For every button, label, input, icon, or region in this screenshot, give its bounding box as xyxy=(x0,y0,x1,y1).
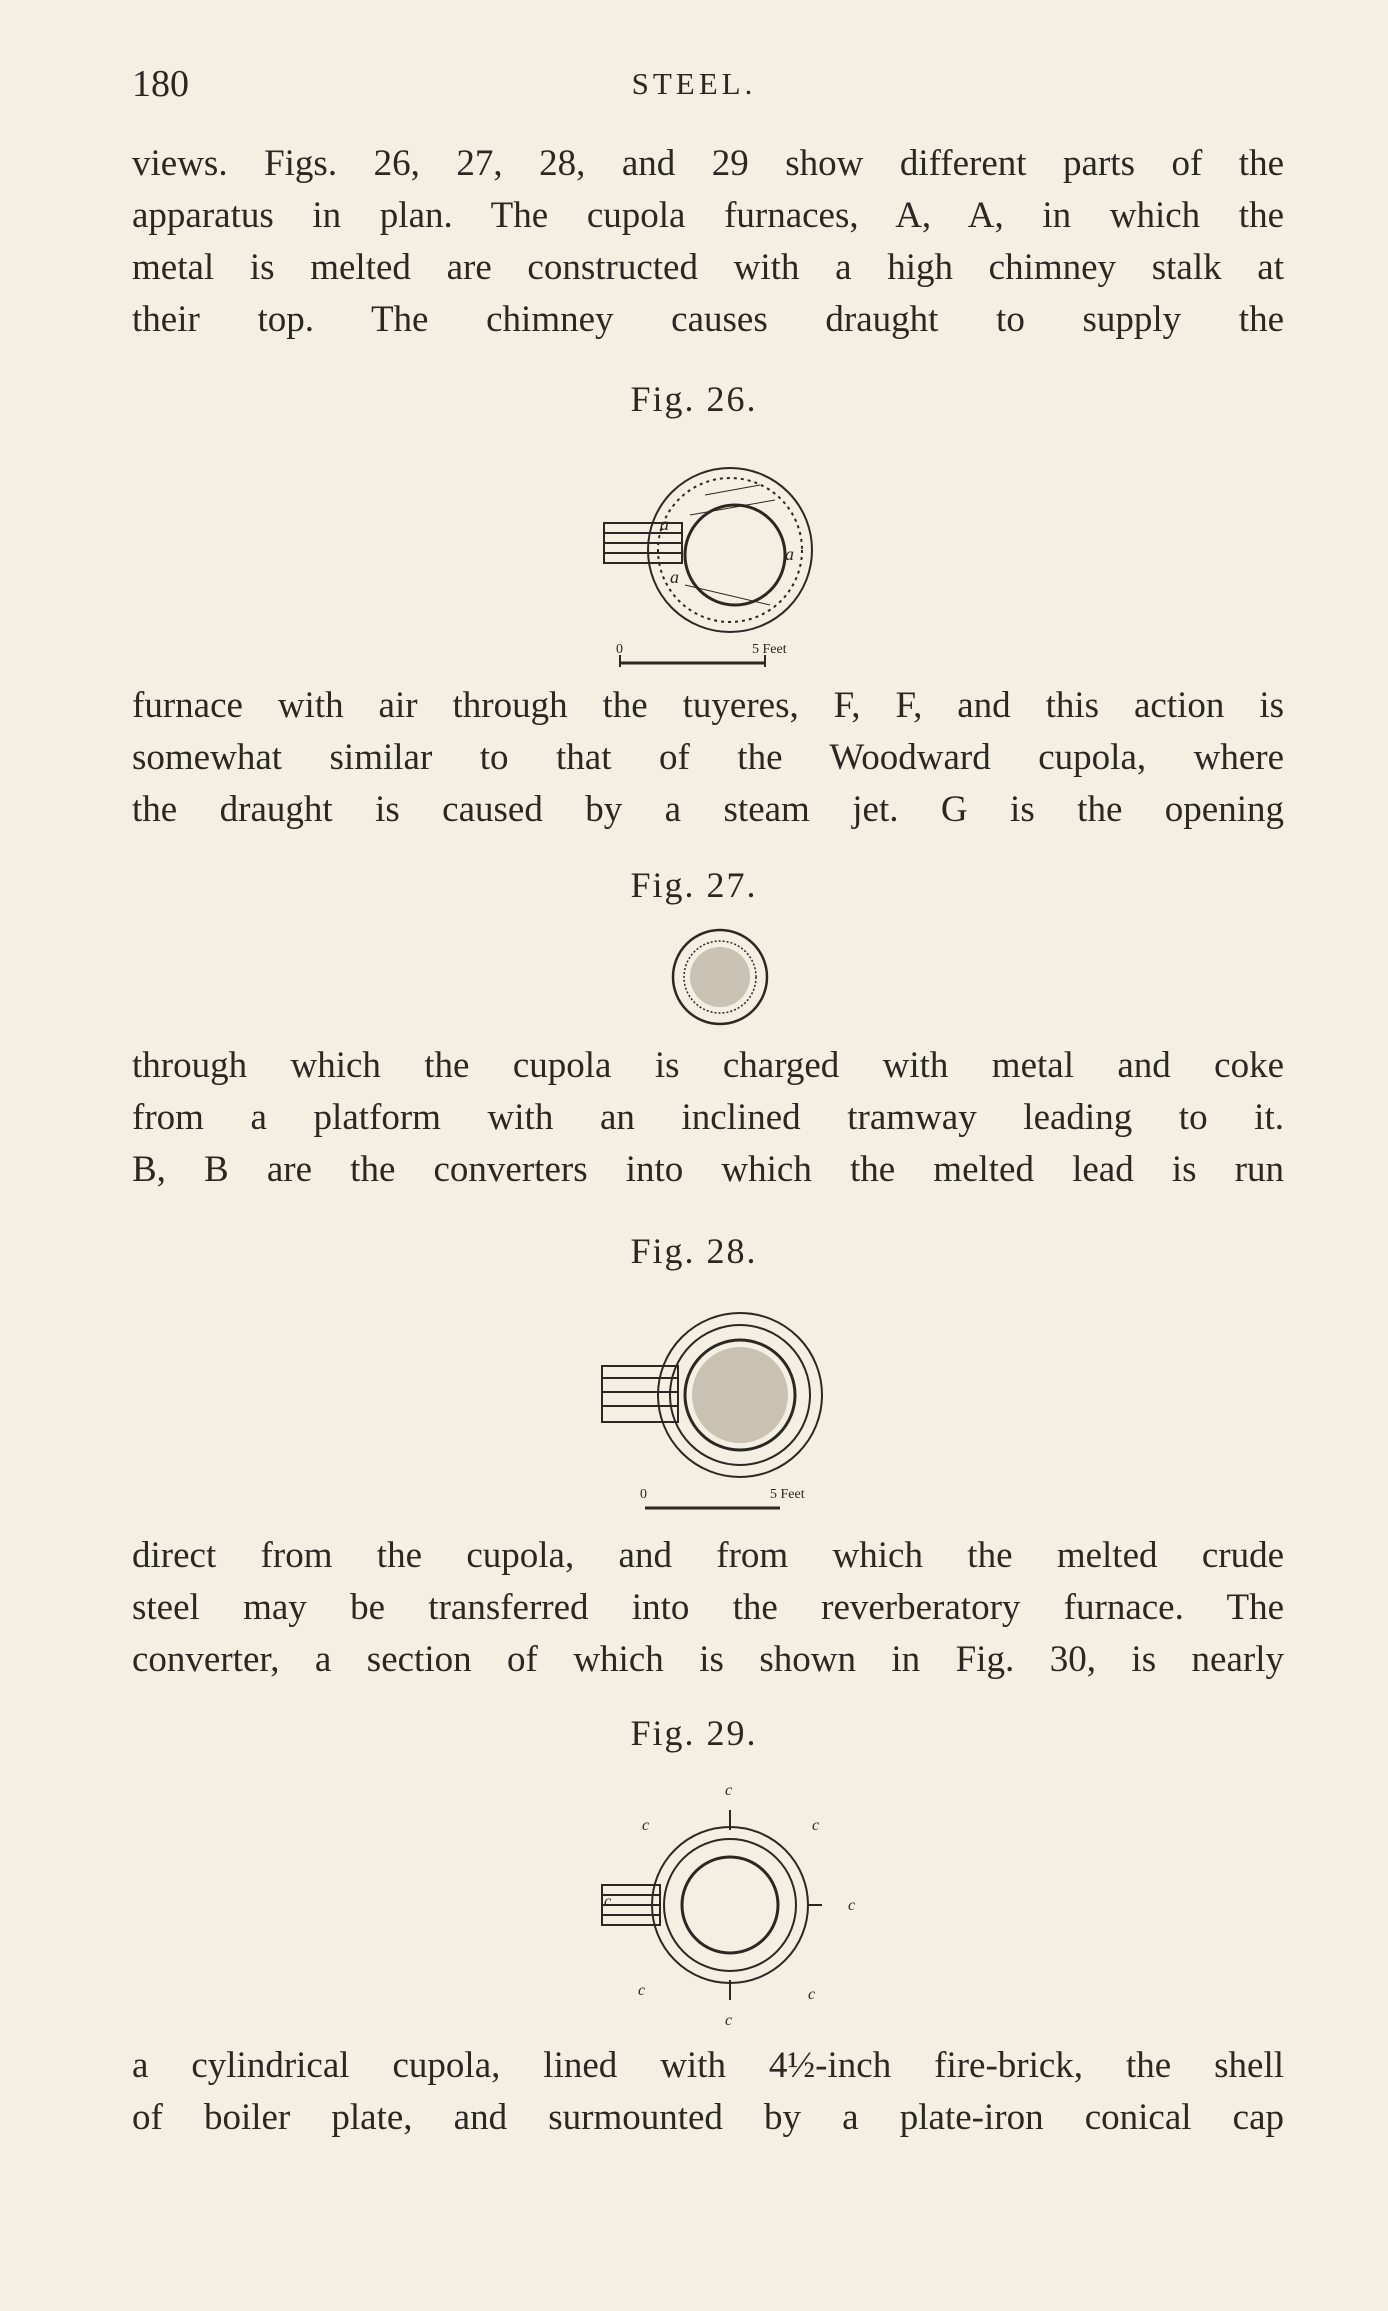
scale-zero: 0 xyxy=(616,642,623,657)
figure-28-drawing xyxy=(590,1300,860,1520)
paragraph-4 xyxy=(132,1530,1284,1686)
figure-26 xyxy=(590,455,850,675)
stippled-interior xyxy=(690,947,750,1007)
text-line: steel may be transferred into the reverberatory furnace. The xyxy=(132,1587,1284,1628)
label-c: c xyxy=(848,1897,856,1914)
figure-caption-27: Fig. 27. xyxy=(630,865,758,905)
scale-end: 5 Feet xyxy=(770,1487,805,1502)
label-c: c xyxy=(808,1986,816,2003)
label-c: c xyxy=(604,1893,612,1910)
figure-caption-28: Fig. 28. xyxy=(630,1231,758,1271)
running-title: STEEL. xyxy=(631,66,757,101)
label-a: a xyxy=(670,567,679,587)
text-line: B, B are the converters into which the melted lead is run xyxy=(132,1149,1284,1190)
text-line: converter, a section of which is shown in Fig. 30, is nearly xyxy=(132,1639,1284,1680)
figure-26-drawing xyxy=(590,455,850,675)
figure-caption-29: Fig. 29. xyxy=(630,1713,758,1753)
hearth-circle xyxy=(682,1857,778,1953)
page-number: 180 xyxy=(132,63,189,105)
text-line: the draught is caused by a steam jet. G is the opening xyxy=(132,789,1284,830)
figure-28 xyxy=(590,1300,860,1520)
figure-caption-26: Fig. 26. xyxy=(630,379,758,419)
text-line: metal is melted are constructed with a high chimney stalk at xyxy=(132,247,1284,288)
scale-end: 5 Feet xyxy=(752,642,787,657)
figure-27 xyxy=(665,922,775,1032)
text-line: of boiler plate, and surmounted by a plate-iron conical cap xyxy=(132,2097,1284,2138)
label-a: a xyxy=(660,514,669,534)
text-line: their top. The chimney causes draught to supply the xyxy=(132,299,1284,340)
lining-circle xyxy=(664,1839,796,1971)
label-c: c xyxy=(638,1982,646,1999)
text-line: a cylindrical cupola, lined with 4½-inch fire-brick, the shell xyxy=(132,2045,1284,2086)
text-line: from a platform with an inclined tramway leading to it. xyxy=(132,1097,1284,1138)
label-a: a xyxy=(785,544,794,564)
text-line: through which the cupola is charged with metal and coke xyxy=(132,1045,1284,1086)
label-c: c xyxy=(725,2012,733,2029)
paragraph-2 xyxy=(132,680,1284,836)
paragraph-1 xyxy=(132,138,1284,346)
text-line: apparatus in plan. The cupola furnaces, A, A, in which the xyxy=(132,195,1284,236)
inner-hearth-circle xyxy=(685,505,785,605)
figure-27-drawing xyxy=(665,922,775,1032)
text-line: direct from the cupola, and from which the melted crude xyxy=(132,1535,1284,1576)
paragraph-5 xyxy=(132,2040,1284,2144)
text-line: views. Figs. 26, 27, 28, and 29 show different parts of the xyxy=(132,143,1284,184)
label-c: c xyxy=(812,1817,820,1834)
outer-shell-circle xyxy=(652,1827,808,1983)
figure-29 xyxy=(590,1775,870,2035)
text-line: somewhat similar to that of the Woodward cupola, where xyxy=(132,737,1284,778)
text-line: furnace with air through the tuyeres, F, F, and this action is xyxy=(132,685,1284,726)
label-c: c xyxy=(642,1817,650,1834)
lining-circle xyxy=(658,478,802,622)
scale-zero: 0 xyxy=(640,1487,647,1502)
label-c: c xyxy=(725,1782,733,1799)
paragraph-3 xyxy=(132,1040,1284,1196)
running-head xyxy=(132,62,1256,112)
figure-29-drawing xyxy=(590,1775,870,2035)
